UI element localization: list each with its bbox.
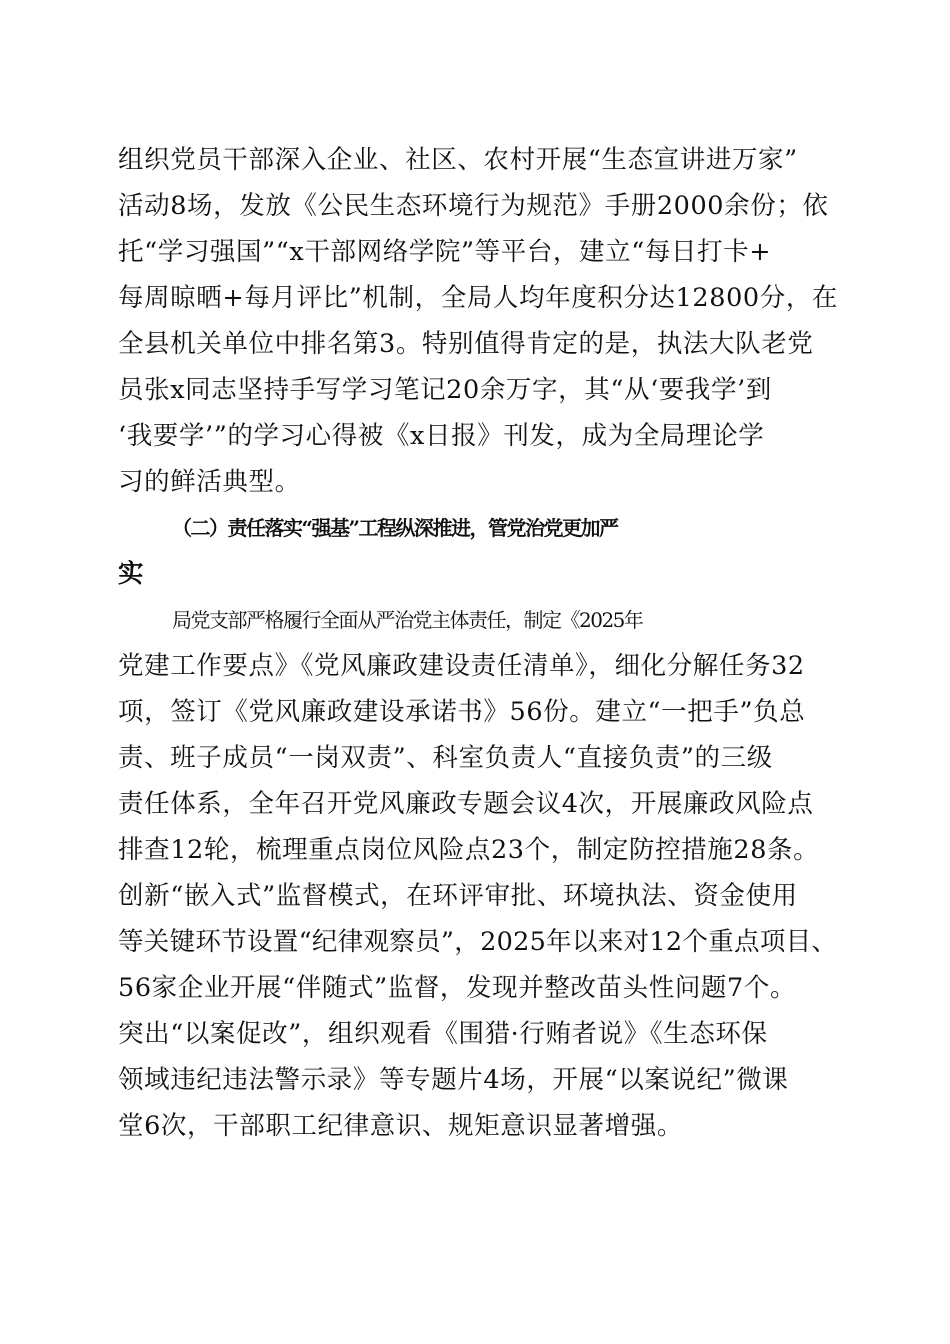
text-line: 活动8场，发放《公民生态环境行为规范》手册2000余份；依 — [118, 191, 829, 221]
text-line: 56家企业开展“伴随式”监督，发现并整改苗头性问题7个。 — [118, 973, 797, 1003]
text-line: 责任体系，全年召开党风廉政专题会议4次，开展廉政风险点 — [118, 789, 814, 819]
text-line: 习的鲜活典型。 — [118, 467, 301, 497]
text-line: 责、班子成员“一岗双责”、科室负责人“直接负责”的三级 — [118, 743, 773, 773]
text-line: 党建工作要点》《党风廉政建设责任清单》，细化分解任务32 — [118, 651, 805, 681]
text-line: 组织党员干部深入企业、社区、农村开展“生态宣讲进万家” — [118, 145, 798, 175]
section-heading-continued: 实 — [118, 559, 145, 589]
text-line: 领域违纪违法警示录》等专题片4场，开展“以案说纪”微课 — [118, 1065, 789, 1095]
text-line: 突出“以案促改”，组织观看《围猎·行贿者说》《生态环保 — [118, 1019, 768, 1049]
text-line: 每周晾晒+每月评比”机制，全局人均年度积分达12800分，在 — [118, 283, 839, 313]
text-line: 排查12轮，梳理重点岗位风险点23个，制定防控措施28条。 — [118, 835, 820, 865]
text-line: 员张x同志坚持手写学习笔记20余万字，其“从‘要我学’到 — [118, 375, 772, 405]
text-line: ‘我要学’”的学习心得被《x日报》刊发，成为全局理论学 — [118, 421, 765, 451]
section-heading: （二）责任落实“强基”工程纵深推进，管党治党更加严 — [172, 516, 618, 540]
text-line: 等关键环节设置“纪律观察员”，2025年以来对12个重点项目、 — [118, 927, 838, 957]
text-line: 项，签订《党风廉政建设承诺书》56份。建立“一把手”负总 — [118, 697, 806, 727]
text-line: 全县机关单位中排名第3。特别值得肯定的是，执法大队老党 — [118, 329, 814, 359]
text-line: 局党支部严格履行全面从严治党主体责任，制定《2025年 — [172, 608, 643, 632]
text-line: 创新“嵌入式”监督模式，在环评审批、环境执法、资金使用 — [118, 881, 798, 911]
text-line: 堂6次，干部职工纪律意识、规矩意识显著增强。 — [118, 1111, 683, 1141]
text-line: 托“学习强国”“x干部网络学院”等平台，建立“每日打卡+ — [118, 237, 772, 267]
